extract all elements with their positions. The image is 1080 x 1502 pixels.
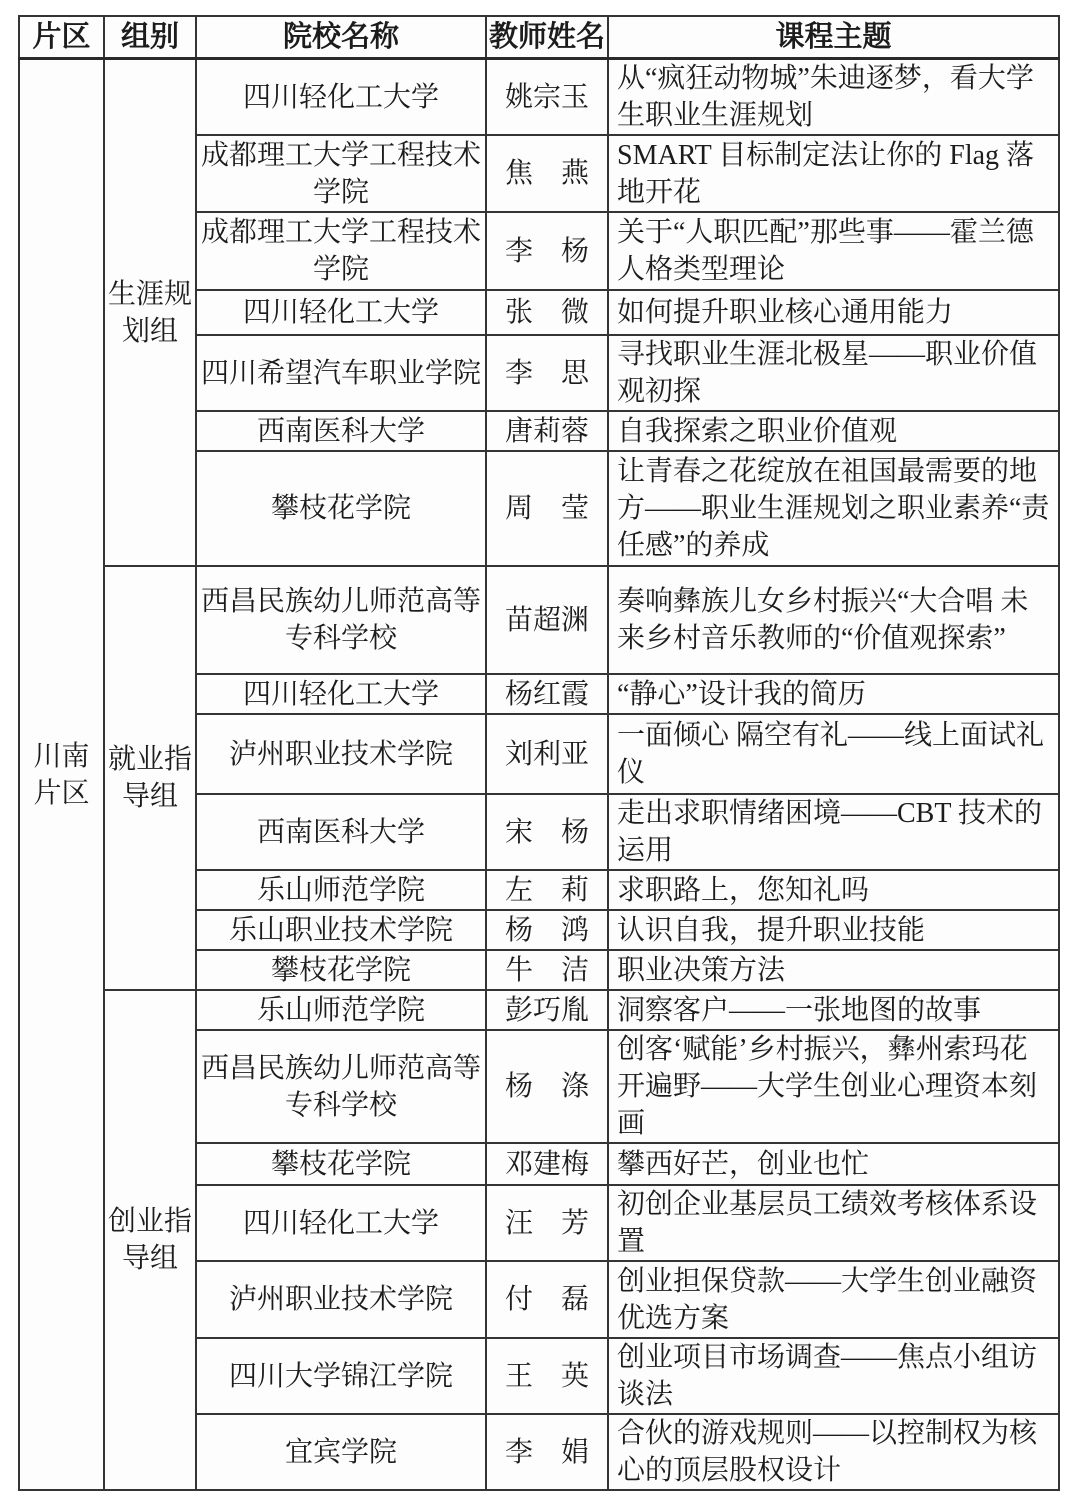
group-cell-entrepreneurship-guidance: 创业指导组: [104, 990, 196, 1490]
topic-cell: 走出求职情绪困境——CBT 技术的运用: [608, 794, 1059, 870]
teacher-cell: 杨 鸿: [486, 910, 608, 950]
header-cell-region: 片区: [19, 16, 104, 59]
topic-cell: 认识自我，提升职业技能: [608, 910, 1059, 950]
teacher-cell: 焦 燕: [486, 135, 608, 212]
school-cell: 攀枝花学院: [196, 950, 486, 990]
topic-cell: 让青春之花绽放在祖国最需要的地方——职业生涯规划之职业素养“责任感”的养成: [608, 451, 1059, 566]
group-cell-employment-guidance: 就业指导组: [104, 566, 196, 990]
school-cell: 泸州职业技术学院: [196, 1261, 486, 1338]
topic-cell: 职业决策方法: [608, 950, 1059, 990]
topic-cell: 关于“人职匹配”那些事——霍兰德人格类型理论: [608, 212, 1059, 290]
school-cell: 四川大学锦江学院: [196, 1338, 486, 1414]
teacher-cell: 左 莉: [486, 870, 608, 910]
course-schedule-table: [18, 15, 1060, 1491]
school-cell: 乐山师范学院: [196, 990, 486, 1030]
group-cell-career-planning: 生涯规划组: [104, 59, 196, 567]
teacher-cell: 牛 洁: [486, 950, 608, 990]
teacher-cell: 杨红霞: [486, 674, 608, 714]
topic-cell: “静心”设计我的简历: [608, 674, 1059, 714]
header-cell-topic: 课程主题: [608, 16, 1059, 59]
table-row: [19, 566, 1059, 674]
header-row: [19, 16, 1059, 59]
teacher-cell: 周 莹: [486, 451, 608, 566]
topic-cell: 创业项目市场调查——焦点小组访谈法: [608, 1338, 1059, 1414]
teacher-cell: 汪 芳: [486, 1185, 608, 1261]
school-cell: 攀枝花学院: [196, 1143, 486, 1185]
topic-cell: 一面倾心 隔空有礼——线上面试礼仪: [608, 714, 1059, 794]
school-cell: 成都理工大学工程技术学院: [196, 135, 486, 212]
topic-cell: 从“疯狂动物城”朱迪逐梦，看大学生职业生涯规划: [608, 59, 1059, 136]
teacher-cell: 刘利亚: [486, 714, 608, 794]
school-cell: 攀枝花学院: [196, 451, 486, 566]
header-cell-group: 组别: [104, 16, 196, 59]
topic-cell: SMART 目标制定法让你的 Flag 落地开花: [608, 135, 1059, 212]
school-cell: 四川轻化工大学: [196, 1185, 486, 1261]
topic-cell: 攀西好芒，创业也忙: [608, 1143, 1059, 1185]
teacher-cell: 姚宗玉: [486, 59, 608, 136]
topic-cell: 洞察客户——一张地图的故事: [608, 990, 1059, 1030]
teacher-cell: 宋 杨: [486, 794, 608, 870]
school-cell: 西昌民族幼儿师范高等专科学校: [196, 1030, 486, 1143]
teacher-cell: 张 微: [486, 290, 608, 335]
school-cell: 四川希望汽车职业学院: [196, 335, 486, 411]
topic-cell: 初创企业基层员工绩效考核体系设置: [608, 1185, 1059, 1261]
school-cell: 成都理工大学工程技术学院: [196, 212, 486, 290]
topic-cell: 奏响彝族儿女乡村振兴“大合唱 未来乡村音乐教师的“价值观探索”: [608, 566, 1059, 674]
topic-cell: 求职路上，您知礼吗: [608, 870, 1059, 910]
teacher-cell: 杨 涤: [486, 1030, 608, 1143]
teacher-cell: 李 杨: [486, 212, 608, 290]
teacher-cell: 王 英: [486, 1338, 608, 1414]
topic-cell: 自我探索之职业价值观: [608, 411, 1059, 451]
school-cell: 宜宾学院: [196, 1414, 486, 1490]
school-cell: 泸州职业技术学院: [196, 714, 486, 794]
school-cell: 乐山师范学院: [196, 870, 486, 910]
school-cell: 西南医科大学: [196, 794, 486, 870]
table-row: [19, 990, 1059, 1030]
table-row: [19, 59, 1059, 136]
teacher-cell: 邓建梅: [486, 1143, 608, 1185]
topic-cell: 如何提升职业核心通用能力: [608, 290, 1059, 335]
school-cell: 西南医科大学: [196, 411, 486, 451]
teacher-cell: 唐莉蓉: [486, 411, 608, 451]
topic-cell: 创客‘赋能’乡村振兴，彝州索玛花开遍野——大学生创业心理资本刻画: [608, 1030, 1059, 1143]
topic-cell: 寻找职业生涯北极星——职业价值观初探: [608, 335, 1059, 411]
school-cell: 四川轻化工大学: [196, 290, 486, 335]
topic-cell: 创业担保贷款——大学生创业融资优选方案: [608, 1261, 1059, 1338]
table-header: [19, 16, 1059, 59]
topic-cell: 合伙的游戏规则——以控制权为核心的顶层股权设计: [608, 1414, 1059, 1490]
school-cell: 四川轻化工大学: [196, 674, 486, 714]
school-cell: 乐山职业技术学院: [196, 910, 486, 950]
teacher-cell: 苗超渊: [486, 566, 608, 674]
header-cell-school: 院校名称: [196, 16, 486, 59]
teacher-cell: 李 娟: [486, 1414, 608, 1490]
teacher-cell: 彭巧胤: [486, 990, 608, 1030]
header-cell-teacher: 教师姓名: [486, 16, 608, 59]
school-cell: 四川轻化工大学: [196, 59, 486, 136]
region-cell: 川南片区: [19, 59, 104, 1491]
school-cell: 西昌民族幼儿师范高等专科学校: [196, 566, 486, 674]
teacher-cell: 付 磊: [486, 1261, 608, 1338]
table-body: [19, 59, 1059, 1491]
teacher-cell: 李 思: [486, 335, 608, 411]
